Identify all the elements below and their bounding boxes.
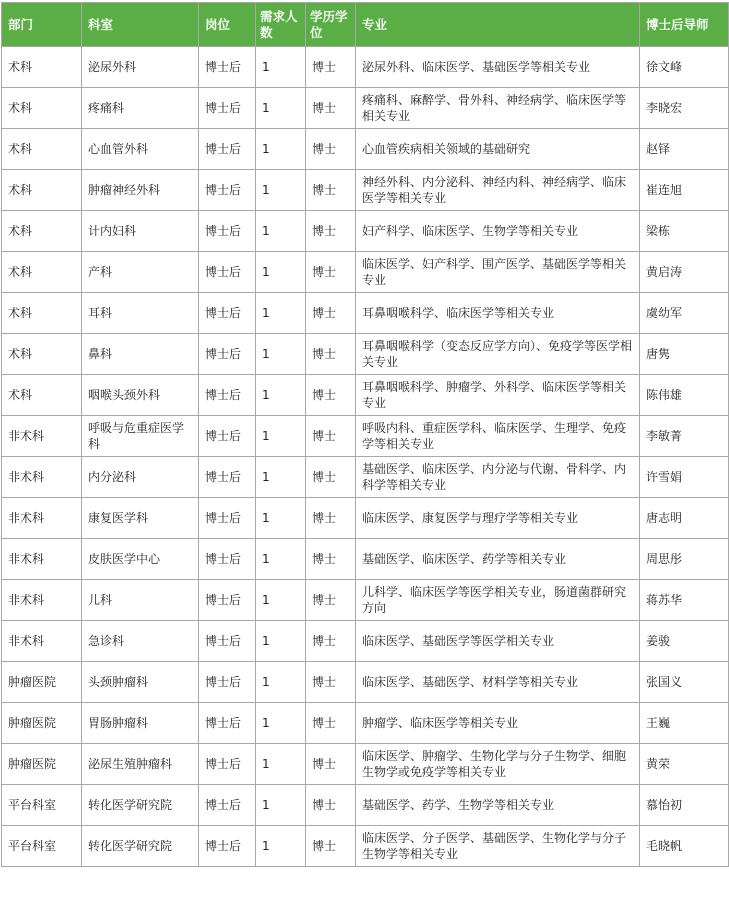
- table-row: [2, 252, 729, 293]
- cell-position: 博士后: [199, 375, 256, 416]
- cell-advisor: 赵铎: [640, 129, 729, 170]
- cell-position: 博士后: [199, 252, 256, 293]
- table-row: [2, 47, 729, 88]
- cell-section: 康复医学科: [82, 498, 199, 539]
- table-row: [2, 580, 729, 621]
- cell-section: 转化医学研究院: [82, 826, 199, 867]
- cell-department: 非术科: [2, 539, 82, 580]
- table-row: [2, 375, 729, 416]
- cell-department: 非术科: [2, 416, 82, 457]
- cell-count: 1: [256, 129, 306, 170]
- table-row: [2, 703, 729, 744]
- cell-position: 博士后: [199, 129, 256, 170]
- cell-advisor: 蒋苏华: [640, 580, 729, 621]
- table-row: [2, 129, 729, 170]
- cell-department: 非术科: [2, 457, 82, 498]
- cell-position: 博士后: [199, 498, 256, 539]
- cell-advisor: 许雪娟: [640, 457, 729, 498]
- header-row: [2, 3, 729, 47]
- cell-advisor: 梁栋: [640, 211, 729, 252]
- cell-count: 1: [256, 498, 306, 539]
- cell-count: 1: [256, 703, 306, 744]
- cell-department: 术科: [2, 47, 82, 88]
- table-row: [2, 539, 729, 580]
- table-row: [2, 293, 729, 334]
- cell-section: 呼吸与危重症医学科: [82, 416, 199, 457]
- cell-position: 博士后: [199, 703, 256, 744]
- cell-major: 儿科学、临床医学等医学相关专业，肠道菌群研究方向: [356, 580, 640, 621]
- cell-degree: 博士: [306, 334, 356, 375]
- cell-major: 泌尿外科、临床医学、基础医学等相关专业: [356, 47, 640, 88]
- cell-count: 1: [256, 252, 306, 293]
- cell-section: 急诊科: [82, 621, 199, 662]
- header-major: 专业: [356, 3, 640, 47]
- cell-major: 神经外科、内分泌科、神经内科、神经病学、临床医学等相关专业: [356, 170, 640, 211]
- cell-degree: 博士: [306, 539, 356, 580]
- cell-section: 内分泌科: [82, 457, 199, 498]
- cell-department: 平台科室: [2, 826, 82, 867]
- cell-advisor: 李晓宏: [640, 88, 729, 129]
- cell-department: 术科: [2, 170, 82, 211]
- table-row: [2, 334, 729, 375]
- cell-advisor: 李敏菁: [640, 416, 729, 457]
- recruitment-table: [1, 2, 729, 867]
- cell-degree: 博士: [306, 498, 356, 539]
- table-row: [2, 211, 729, 252]
- cell-position: 博士后: [199, 88, 256, 129]
- cell-section: 转化医学研究院: [82, 785, 199, 826]
- cell-advisor: 陈伟雄: [640, 375, 729, 416]
- cell-degree: 博士: [306, 785, 356, 826]
- cell-section: 产科: [82, 252, 199, 293]
- cell-degree: 博士: [306, 580, 356, 621]
- cell-degree: 博士: [306, 703, 356, 744]
- cell-department: 术科: [2, 375, 82, 416]
- table-row: [2, 457, 729, 498]
- table-row: [2, 88, 729, 129]
- cell-section: 皮肤医学中心: [82, 539, 199, 580]
- cell-position: 博士后: [199, 621, 256, 662]
- cell-major: 临床医学、康复医学与理疗学等相关专业: [356, 498, 640, 539]
- header-degree: 学历学位: [306, 3, 356, 47]
- table-row: [2, 662, 729, 703]
- cell-advisor: 崔连旭: [640, 170, 729, 211]
- cell-department: 非术科: [2, 498, 82, 539]
- cell-major: 基础医学、临床医学、药学等相关专业: [356, 539, 640, 580]
- header-department: 部门: [2, 3, 82, 47]
- cell-position: 博士后: [199, 47, 256, 88]
- cell-degree: 博士: [306, 88, 356, 129]
- table-row: [2, 416, 729, 457]
- cell-department: 术科: [2, 211, 82, 252]
- cell-major: 肿瘤学、临床医学等相关专业: [356, 703, 640, 744]
- table-row: [2, 826, 729, 867]
- cell-major: 临床医学、基础医学、材料学等相关专业: [356, 662, 640, 703]
- cell-advisor: 徐文峰: [640, 47, 729, 88]
- cell-degree: 博士: [306, 211, 356, 252]
- cell-section: 心血管外科: [82, 129, 199, 170]
- cell-department: 肿瘤医院: [2, 744, 82, 785]
- cell-count: 1: [256, 47, 306, 88]
- cell-advisor: 黄荣: [640, 744, 729, 785]
- cell-major: 基础医学、药学、生物学等相关专业: [356, 785, 640, 826]
- cell-department: 术科: [2, 334, 82, 375]
- cell-section: 儿科: [82, 580, 199, 621]
- cell-count: 1: [256, 662, 306, 703]
- cell-position: 博士后: [199, 744, 256, 785]
- cell-count: 1: [256, 457, 306, 498]
- cell-count: 1: [256, 416, 306, 457]
- cell-section: 鼻科: [82, 334, 199, 375]
- cell-advisor: 张国义: [640, 662, 729, 703]
- cell-major: 基础医学、临床医学、内分泌与代谢、骨科学、内科学等相关专业: [356, 457, 640, 498]
- cell-position: 博士后: [199, 416, 256, 457]
- cell-degree: 博士: [306, 293, 356, 334]
- cell-position: 博士后: [199, 580, 256, 621]
- cell-degree: 博士: [306, 744, 356, 785]
- cell-degree: 博士: [306, 252, 356, 293]
- cell-section: 泌尿外科: [82, 47, 199, 88]
- cell-count: 1: [256, 293, 306, 334]
- cell-count: 1: [256, 170, 306, 211]
- cell-advisor: 唐志明: [640, 498, 729, 539]
- cell-department: 术科: [2, 88, 82, 129]
- cell-degree: 博士: [306, 47, 356, 88]
- cell-position: 博士后: [199, 826, 256, 867]
- table-row: [2, 498, 729, 539]
- cell-count: 1: [256, 539, 306, 580]
- cell-advisor: 慕怡初: [640, 785, 729, 826]
- cell-degree: 博士: [306, 129, 356, 170]
- cell-count: 1: [256, 88, 306, 129]
- cell-advisor: 毛晓帆: [640, 826, 729, 867]
- header-advisor: 博士后导师: [640, 3, 729, 47]
- cell-department: 非术科: [2, 621, 82, 662]
- cell-major: 妇产科学、临床医学、生物学等相关专业: [356, 211, 640, 252]
- cell-advisor: 王巍: [640, 703, 729, 744]
- cell-department: 术科: [2, 293, 82, 334]
- cell-count: 1: [256, 785, 306, 826]
- cell-degree: 博士: [306, 170, 356, 211]
- cell-major: 耳鼻咽喉科学（变态反应学方向）、免疫学等医学相关专业: [356, 334, 640, 375]
- cell-department: 平台科室: [2, 785, 82, 826]
- cell-degree: 博士: [306, 621, 356, 662]
- cell-department: 术科: [2, 129, 82, 170]
- cell-degree: 博士: [306, 375, 356, 416]
- table-row: [2, 621, 729, 662]
- cell-count: 1: [256, 211, 306, 252]
- cell-major: 呼吸内科、重症医学科、临床医学、生理学、免疫学等相关专业: [356, 416, 640, 457]
- cell-count: 1: [256, 826, 306, 867]
- cell-major: 心血管疾病相关领域的基础研究: [356, 129, 640, 170]
- cell-section: 肿瘤神经外科: [82, 170, 199, 211]
- table-row: [2, 785, 729, 826]
- cell-count: 1: [256, 580, 306, 621]
- cell-position: 博士后: [199, 334, 256, 375]
- table-row: [2, 744, 729, 785]
- cell-department: 术科: [2, 252, 82, 293]
- cell-advisor: 唐隽: [640, 334, 729, 375]
- cell-position: 博士后: [199, 539, 256, 580]
- cell-major: 临床医学、基础医学等医学相关专业: [356, 621, 640, 662]
- cell-section: 泌尿生殖肿瘤科: [82, 744, 199, 785]
- cell-section: 胃肠肿瘤科: [82, 703, 199, 744]
- cell-degree: 博士: [306, 826, 356, 867]
- cell-position: 博士后: [199, 662, 256, 703]
- header-position: 岗位: [199, 3, 256, 47]
- cell-count: 1: [256, 744, 306, 785]
- cell-degree: 博士: [306, 457, 356, 498]
- cell-position: 博士后: [199, 211, 256, 252]
- cell-major: 耳鼻咽喉科学、肿瘤学、外科学、临床医学等相关专业: [356, 375, 640, 416]
- table-row: [2, 170, 729, 211]
- cell-major: 临床医学、妇产科学、围产医学、基础医学等相关专业: [356, 252, 640, 293]
- cell-major: 疼痛科、麻醉学、骨外科、神经病学、临床医学等相关专业: [356, 88, 640, 129]
- cell-department: 非术科: [2, 580, 82, 621]
- cell-position: 博士后: [199, 293, 256, 334]
- cell-count: 1: [256, 375, 306, 416]
- cell-section: 计内妇科: [82, 211, 199, 252]
- cell-section: 耳科: [82, 293, 199, 334]
- header-section: 科室: [82, 3, 199, 47]
- cell-advisor: 姜骏: [640, 621, 729, 662]
- cell-count: 1: [256, 334, 306, 375]
- table-body: [2, 47, 729, 867]
- cell-department: 肿瘤医院: [2, 703, 82, 744]
- cell-count: 1: [256, 621, 306, 662]
- cell-major: 临床医学、肿瘤学、生物化学与分子生物学、细胞生物学或免疫学等相关专业: [356, 744, 640, 785]
- header-count: 需求人数: [256, 3, 306, 47]
- cell-degree: 博士: [306, 662, 356, 703]
- cell-section: 疼痛科: [82, 88, 199, 129]
- cell-advisor: 周思彤: [640, 539, 729, 580]
- cell-position: 博士后: [199, 457, 256, 498]
- cell-section: 头颈肿瘤科: [82, 662, 199, 703]
- cell-position: 博士后: [199, 170, 256, 211]
- cell-major: 耳鼻咽喉科学、临床医学等相关专业: [356, 293, 640, 334]
- cell-section: 咽喉头颈外科: [82, 375, 199, 416]
- cell-major: 临床医学、分子医学、基础医学、生物化学与分子生物学等相关专业: [356, 826, 640, 867]
- cell-advisor: 黄启涛: [640, 252, 729, 293]
- cell-position: 博士后: [199, 785, 256, 826]
- cell-degree: 博士: [306, 416, 356, 457]
- cell-department: 肿瘤医院: [2, 662, 82, 703]
- cell-advisor: 虞幼军: [640, 293, 729, 334]
